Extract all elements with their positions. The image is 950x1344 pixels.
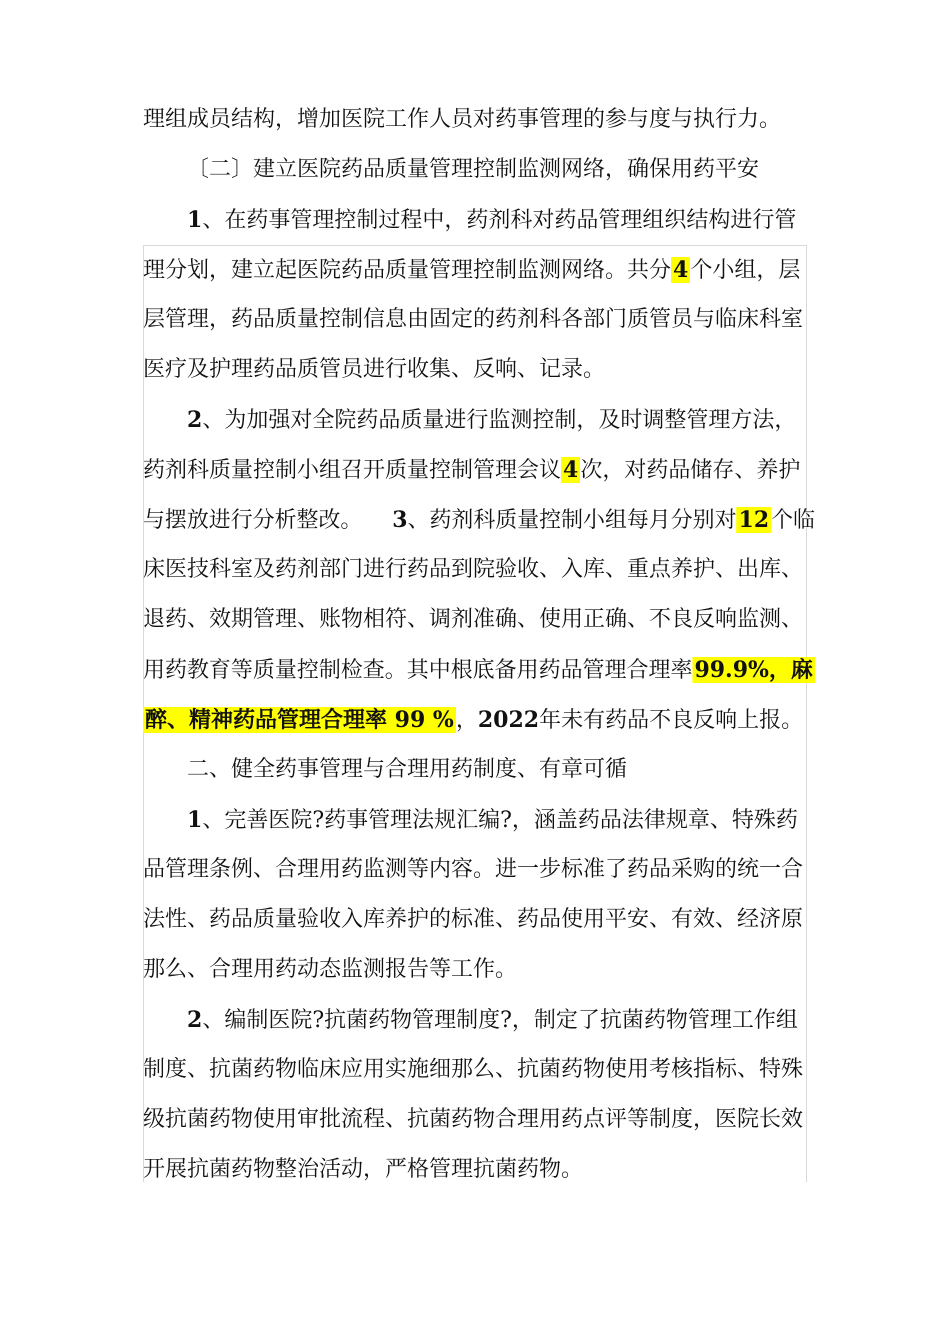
list-number: 2 bbox=[187, 1007, 203, 1033]
paragraph-line bbox=[143, 445, 800, 495]
text-run: 层管理，药品质量控制信息由固定的药剂科各部门质管员与临床科室 bbox=[143, 307, 804, 332]
text-run: 次，对药品储存、养护 bbox=[580, 458, 801, 483]
text-run: 药剂科质量控制小组召开质量控制管理会议 bbox=[143, 458, 562, 483]
text-run: 、完善医院?药事管理法规汇编?，涵盖药品法律规章、特殊药 bbox=[202, 808, 798, 833]
text-run: 理组成员结构，增加医院工作人员对药事管理的参与度与执行力。 bbox=[143, 107, 782, 132]
text-run: 、在药事管理控制过程中，药剂科对药品管理组织结构进行管 bbox=[202, 208, 797, 233]
text-run: 床医技科室及药剂部门进行药品到院验收、入库、重点养护、出库、 bbox=[143, 557, 804, 582]
list-number: 2 bbox=[187, 407, 203, 433]
section-heading bbox=[187, 145, 759, 195]
text-run: 二、健全药事管理与合理用药制度、有章可循 bbox=[187, 757, 628, 782]
paragraph-line bbox=[187, 195, 796, 245]
text-run: 医疗及护理药品质管员进行收集、反响、记录。 bbox=[143, 357, 606, 382]
list-number: 1 bbox=[187, 807, 203, 833]
paragraph-line bbox=[143, 495, 815, 545]
text-run: 年未有药品不良反响上报。 bbox=[539, 708, 804, 733]
text-run: 个小组，层 bbox=[690, 258, 801, 283]
paragraph-line bbox=[143, 1045, 803, 1095]
paragraph-line bbox=[143, 95, 781, 145]
paragraph-line bbox=[143, 945, 517, 995]
text-run: 用药教育等质量控制检查。其中根底备用药品管理合理率 bbox=[143, 658, 693, 683]
text-run: 、药剂科质量控制小组每月分别对 bbox=[407, 508, 737, 533]
paragraph-line bbox=[187, 395, 796, 445]
highlighted-number: 12 bbox=[738, 507, 770, 533]
paragraph-line bbox=[143, 545, 803, 595]
text-run: 理分划，建立起医院药品质量管理控制监测网络。共分 bbox=[143, 258, 672, 283]
paragraph-line bbox=[143, 845, 803, 895]
paragraph-line bbox=[187, 995, 798, 1045]
text-run: 开展抗菌药物整治活动，严格管理抗菌药物。 bbox=[143, 1157, 584, 1182]
text-run: 那么、合理用药动态监测报告等工作。 bbox=[143, 957, 518, 982]
paragraph-line bbox=[187, 795, 798, 845]
section-heading bbox=[187, 745, 627, 795]
paragraph-line bbox=[143, 295, 803, 345]
highlighted-text: 醉、精神药品管理合理率 99 % bbox=[145, 707, 454, 733]
text-run: 品管理条例、合理用药监测等内容。进一步标准了药品采购的统一合 bbox=[143, 857, 804, 882]
paragraph-line bbox=[143, 895, 803, 945]
text-run: 级抗菌药物使用审批流程、抗菌药物合理用药点评等制度，医院长效 bbox=[143, 1107, 804, 1132]
text-run: 退药、效期管理、账物相符、调剂准确、使用正确、不良反响监测、 bbox=[143, 607, 804, 632]
paragraph-line bbox=[143, 595, 803, 645]
text-run: 、编制医院?抗菌药物管理制度?，制定了抗菌药物管理工作组 bbox=[202, 1008, 798, 1033]
year-number: 2022 bbox=[477, 707, 540, 733]
paragraph-line bbox=[143, 345, 605, 395]
text-run: ， bbox=[455, 708, 478, 733]
text-run: 、为加强对全院药品质量进行监测控制，及时调整管理方法， bbox=[202, 408, 797, 433]
paragraph-line bbox=[143, 645, 815, 695]
paragraph-line bbox=[143, 1145, 583, 1195]
text-run: 个临 bbox=[771, 508, 815, 533]
text-run: 制度、抗菌药物临床应用实施细那么、抗菌药物使用考核指标、特殊 bbox=[143, 1057, 804, 1082]
text-run: 法性、药品质量验收入库养护的标准、药品使用平安、有效、经济原 bbox=[143, 907, 804, 932]
list-number: 1 bbox=[187, 207, 203, 233]
highlighted-number: 4 bbox=[563, 457, 579, 483]
highlighted-text: 99.9%，麻 bbox=[694, 657, 813, 683]
text-run: 〔二〕建立医院药品质量管理控制监测网络，确保用药平安 bbox=[187, 157, 760, 182]
paragraph-line bbox=[143, 695, 803, 745]
list-number: 3 bbox=[392, 507, 408, 533]
paragraph-line bbox=[143, 1095, 803, 1145]
text-run: 与摆放进行分析整改。 bbox=[143, 508, 363, 533]
highlighted-number: 4 bbox=[673, 257, 689, 283]
paragraph-line bbox=[143, 245, 800, 295]
